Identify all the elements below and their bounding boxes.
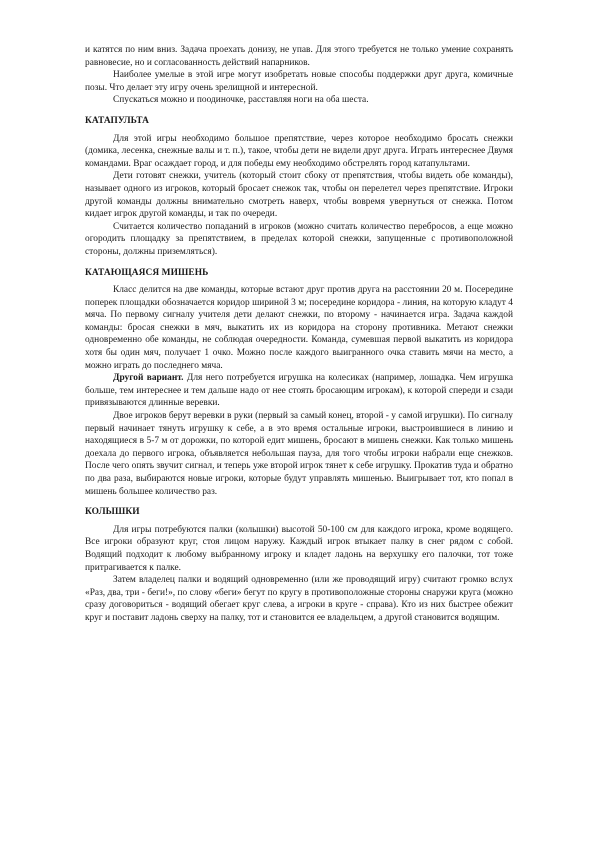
rolling-target-paragraph-1: Класс делится на две команды, которые встают друг против друга на расстоянии 20 м. Посередине поперек площадки обозначается коридор шириной 3 м; посередине коридора - линия, на которую кладут 4 мяча. По первому сигналу учителя дети делают снежки, по второму - начинается игра. Задача каждой команды: бросая снежки в мяч, выкатить их из коридора на сторону противника. Метают снежки одновременно обе команды, не соблюдая очередности. Команда, сумевшая первой выкатить из коридора хотя бы один мяч, получает 1 очко. Можно после каждого выигранного очка ставить мячи на место, а можно играть до последнего мяча.: [85, 285, 513, 371]
variant-label: Другой вариант.: [113, 373, 184, 384]
section-title-rolling-target: КАТАЮЩАЯСЯ МИШЕНЬ: [85, 267, 209, 278]
paragraph-solo-descent: Спускаться можно и поодиночке, расставляя ноги на оба шеста.: [113, 95, 369, 106]
catapult-paragraph-2: Дети готовят снежки, учитель (который стоит сбоку от препятствия, чтобы видеть обе команды), называет одного из игроков, который бросает снежок так, чтобы он перелетел через препятствие. Игроки другой команды должны внимательно смотреть наверх, чтобы вовремя увернуться от снежка. Потом кидает игрок другой команды, и так по очереди.: [85, 171, 513, 220]
paragraph-continuation: и катятся по ним вниз. Задача проехать донизу, не упав. Для этого требуется не только умение сохранять равновесие, но и согласованность действий напарников.: [85, 45, 513, 68]
rolling-target-paragraph-3: Двое игроков берут веревки в руки (первый за самый конец, второй - у самой игрушки). По сигналу первый начинает тянуть игрушку к себе, а в это время остальные игроки, выстроившиеся в линию и находящиеся в 5-7 м от дорожки, по которой едит мишень, бросают в мишень снежки. Как только мишень доехала до первого игрока, объявляется небольшая пауза, для того чтобы игроки набрали еще снежков. После чего опять звучит сигнал, и теперь уже второй игрок тянет к себе игрушку. Прокатив туда и обратно по два раза, выбираются новые игроки, которые будут управлять мишенью. Выигрывает тот, кто попал в мишень большее количество раз.: [85, 411, 513, 497]
variant-text: Для него потребуется игрушка на колесиках (например, лошадка. Чем игрушка больше, тем интереснее и тем дальше надо от нее стоять бросающим игрокам), к которой спереди и сзади привязываются длинные веревки.: [85, 373, 513, 409]
section-title-pegs: КОЛЫШКИ: [85, 507, 140, 518]
pegs-paragraph-2: Затем владелец палки и водящий одновременно (или же проводящий игру) считают громко вслух «Раз, два, три - беги!», по слову «беги» бегут по кругу в противоположные стороны снаружи круга (можно сразу договориться - водящий обегает круг слева, а игроки в круге - справа). Кто из них быстрее обежит круг и поставит ладонь сверху на палку, тот и становится ее владельцем, а другой становится водящим.: [85, 575, 513, 623]
pegs-paragraph-1: Для игры потребуются палки (колышки) высотой 50-100 см для каждого игрока, кроме водящего. Все игроки образуют круг, стоя лицом наружу. Каждый игрок втыкает палку в снег рядом с собой. Водящий подходит к любому выбранному игроку и кладет ладонь на верхушку его палочки, тот тоже притрагивается к палке.: [85, 524, 513, 573]
catapult-paragraph-1: Для этой игры необходимо большое препятствие, через которое необходимо бросать снежки (домика, лесенка, снежные валы и т. п.), такое, чтобы дети не видели друг друга. Играть интереснее Двумя командами. Враг осаждает город, и для победы ему необходимо обстрелять город катапультами.: [85, 133, 513, 169]
paragraph-skilled-players: Наиболее умелые в этой игре могут изобретать новые способы поддержки друг друга, комичные позы. Что делает эту игру очень зрелищной и интересной.: [85, 70, 513, 93]
catapult-paragraph-3: Считается количество попаданий в игроков (можно считать количество перебросов, а еще можно огородить площадку за препятствием, в пределах которой снежки, запущенные с противоположной стороны, должны приземляться).: [85, 221, 513, 257]
rolling-target-paragraph-2: [85, 372, 513, 410]
section-title-catapult: КАТАПУЛЬТА: [85, 115, 150, 126]
